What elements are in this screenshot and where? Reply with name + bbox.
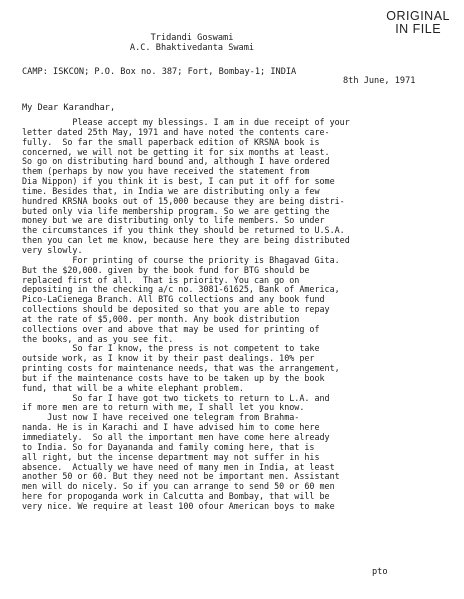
- body-line: the circumstances if you think they should be returned to U.S.A.: [22, 225, 345, 236]
- body-line: collections should be deposited so that you are able to repay: [22, 304, 330, 315]
- body-line: very nice. We require at least 100 ofour American boys to make: [22, 500, 335, 511]
- body-line: if more men are to return with me, I shall let you know.: [22, 402, 305, 413]
- body-line: But the $20,000. given by the book fund for BTG should be: [22, 264, 310, 275]
- body-line: collections over and above that may be used for printing of: [22, 323, 320, 334]
- body-line: letter dated 25th May, 1971 and have noted the contents care-: [22, 126, 330, 137]
- body-line: very slowly.: [22, 244, 83, 255]
- camp-address: CAMP: ISKCON; P.O. Box no. 387; Fort, Bombay-1; INDIA: [22, 67, 297, 77]
- body-line: but if the maintenance costs have to be taken up by the book: [22, 372, 325, 383]
- body-line: at the rate of $5,000. per month. Any book distribution: [22, 313, 300, 324]
- body-line: printing costs for maintenance needs, that was the arrangement,: [22, 363, 340, 374]
- body-line: outside work, as I know it by their past dealings. 10% per: [22, 353, 315, 364]
- body-line: another 50 or 60. But they need not be important men. Assistant: [22, 471, 340, 482]
- pto-note: pto: [372, 567, 388, 577]
- body-line: to India. So for Dayananda and family coming here, that is: [22, 441, 315, 452]
- body-line: fully. So far the small paperback edition of KRSNA book is: [22, 136, 320, 147]
- body-line: buted only via life membership program. So we are getting the: [22, 205, 330, 216]
- body-line: fund, that will be a white elephant problem.: [22, 382, 244, 393]
- body-line: them (perhaps by now you have received the statement from: [22, 166, 310, 177]
- body-line: time. Besides that, in India we are distributing only a few: [22, 185, 320, 196]
- body-line: So far I know, the press is not competent to take: [22, 343, 320, 354]
- body-line: So far I have got two tickets to return to L.A. and: [22, 392, 330, 403]
- body-line: For printing of course the priority is Bhagavad Gita.: [22, 254, 340, 265]
- body-line: here for propoganda work in Calcutta and Bombay, that will be: [22, 491, 330, 502]
- body-line: immediately. So all the important men have come here already: [22, 432, 330, 442]
- body-line: So go on distributing hard bound and, although I have ordered: [22, 156, 330, 167]
- letter-body: [22, 118, 462, 512]
- body-line: depositing in the checking a/c no. 3081-61625, Bank of America,: [22, 284, 340, 295]
- stamp-line-1: ORIGINAL: [386, 9, 450, 23]
- sender-title: A.C. Bhaktivedanta Swami: [129, 43, 255, 53]
- body-line: replaced first of all. That is priority. You can go on: [22, 274, 300, 285]
- body-line: Please accept my blessings. I am in due receipt of your: [22, 117, 350, 127]
- sender-name: Tridandi Goswami: [150, 33, 234, 43]
- body-line: Just now I have received one telegram from Brahma-: [22, 412, 300, 423]
- stamp-line-2: IN FILE: [395, 22, 442, 36]
- body-line: Dia Nippon) if you think it is best, I can put it off for some: [22, 176, 335, 187]
- body-line: nanda. He is in Karachi and I have advised him to come here: [22, 422, 320, 433]
- salutation: My Dear Karandhar,: [22, 103, 116, 113]
- body-line: all right, but the incense department may not suffer in his: [22, 451, 320, 462]
- body-line: the books, and as you see fit.: [22, 333, 174, 344]
- body-line: concerned, we will not be getting it for six months at least.: [22, 146, 330, 157]
- letter-date: 8th June, 1971: [343, 76, 416, 86]
- body-line: hundred KRSNA books out of 15,000 because they are being distri-: [22, 195, 345, 206]
- body-line: absence. Actually we have need of many men in India, at least: [22, 461, 335, 472]
- body-line: money but we are distributing only to life members. So under: [22, 215, 325, 226]
- body-line: men will do nicely. So if you can arrange to send 50 or 60 men: [22, 481, 335, 492]
- body-line: Pico-LaCienega Branch. All BTG collections and any book fund: [22, 294, 325, 305]
- body-line: then you can let me know, because here they are being distributed: [22, 235, 350, 246]
